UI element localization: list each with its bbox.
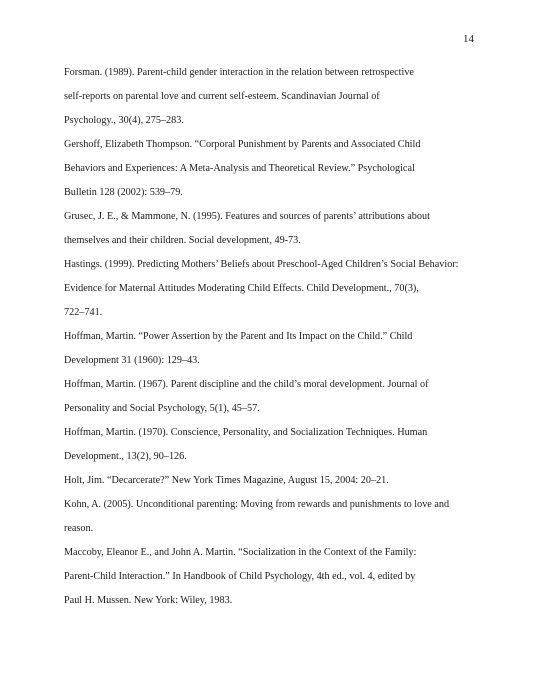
reference-entry xyxy=(64,133,480,205)
reference-line: Forsman. (1989). Parent-child gender interaction in the relation between retrospective xyxy=(64,67,414,78)
reference-line: Paul H. Mussen. New York: Wiley, 1983. xyxy=(64,595,233,606)
reference-line: Behaviors and Experiences: A Meta-Analysis and Theoretical Review.” Psychological xyxy=(64,163,415,174)
reference-line: Holt, Jim. “Decarcerate?” New York Times Magazine, August 15, 2004: 20–21. xyxy=(64,475,389,486)
reference-line: Hoffman, Martin. (1967). Parent discipline and the child’s moral development. Journal of xyxy=(64,379,429,390)
reference-line: Evidence for Maternal Attitudes Moderating Child Effects. Child Development., 70(3), xyxy=(64,283,419,294)
reference-line: Parent-Child Interaction.” In Handbook of Child Psychology, 4th ed., vol. 4, edited by xyxy=(64,571,416,582)
reference-line: 722–741. xyxy=(64,307,103,318)
reference-entry xyxy=(64,205,480,253)
reference-line: themselves and their children. Social development, 49-73. xyxy=(64,235,301,246)
reference-line: Hoffman, Martin. “Power Assertion by the Parent and Its Impact on the Child.” Child xyxy=(64,331,413,342)
reference-line: Bulletin 128 (2002): 539–79. xyxy=(64,187,183,198)
reference-entry xyxy=(64,373,480,421)
reference-entry xyxy=(64,541,480,613)
reference-entry xyxy=(64,421,480,469)
reference-line: Kohn, A. (2005). Unconditional parenting: Moving from rewards and punishments to love and xyxy=(64,499,450,510)
reference-line: Grusec, J. E., & Mammone, N. (1995). Features and sources of parents’ attributions about xyxy=(64,211,430,222)
reference-entry xyxy=(64,493,480,541)
reference-line: self-reports on parental love and current self-esteem. Scandinavian Journal of xyxy=(64,91,380,102)
reference-line: Maccoby, Eleanor E., and John A. Martin. “Socialization in the Context of the Family: xyxy=(64,547,417,558)
reference-entry xyxy=(64,253,480,325)
reference-line: reason. xyxy=(64,523,94,534)
reference-entry xyxy=(64,61,480,133)
reference-entry xyxy=(64,325,480,373)
reference-line: Development., 13(2), 90–126. xyxy=(64,451,187,462)
reference-line: Personality and Social Psychology, 5(1), 45–57. xyxy=(64,403,260,414)
reference-line: Hoffman, Martin. (1970). Conscience, Personality, and Socialization Techniques. Human xyxy=(64,427,428,438)
reference-entry xyxy=(64,469,480,493)
reference-list xyxy=(64,61,480,613)
page-number: 14 xyxy=(463,33,474,45)
reference-line: Development 31 (1960): 129–43. xyxy=(64,355,200,366)
reference-line: Psychology., 30(4), 275–283. xyxy=(64,115,184,126)
reference-line: Hastings. (1999). Predicting Mothers’ Beliefs about Preschool-Aged Children’s Social Behavior: xyxy=(64,259,459,270)
reference-line: Gershoff, Elizabeth Thompson. “Corporal Punishment by Parents and Associated Child xyxy=(64,139,421,150)
